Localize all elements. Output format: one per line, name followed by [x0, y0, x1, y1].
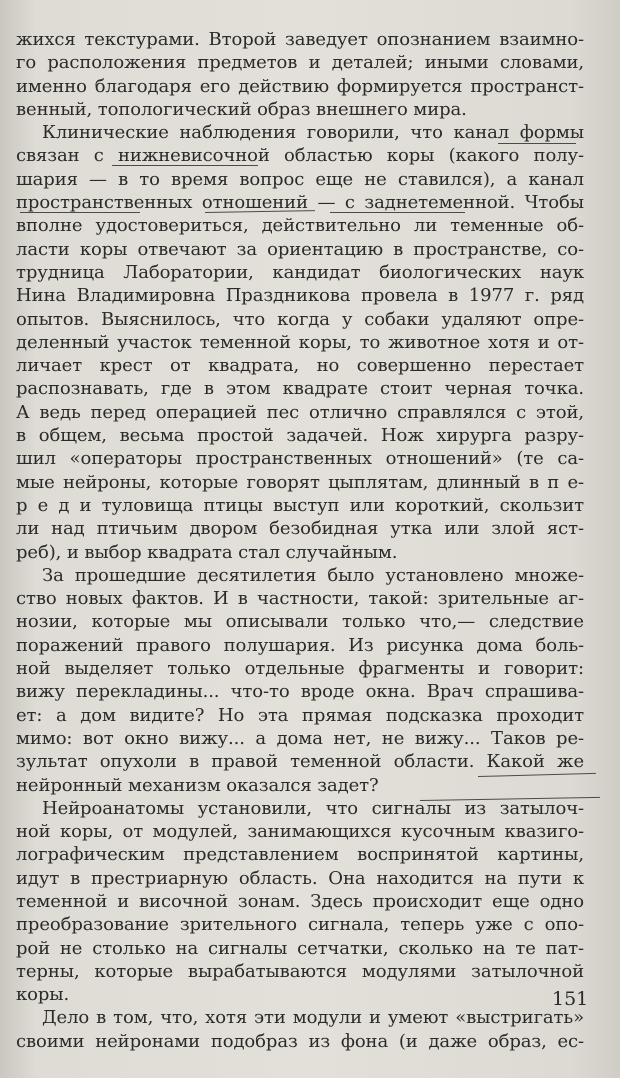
text-line: личает крест от квадрата, но совершенно перестает — [16, 355, 584, 377]
text-line: лографическим представлением воспринятой картины, — [16, 844, 584, 866]
text-line: терны, которые вырабатываются модулями затылочной — [16, 960, 584, 982]
text-line: идут в престриарную область. Она находится на пути к — [16, 867, 584, 889]
text-line: реб), и выбор квадрата стал случайным. — [16, 541, 398, 563]
text-line: жихся текстурами. Второй заведует опознанием взаимно- — [16, 29, 584, 50]
page-number: 151 — [552, 988, 589, 1010]
pencil-underline — [112, 165, 258, 166]
text-line: нозии, которые мы описывали только что,— следствие — [16, 611, 584, 633]
text-line: вижу перекладины... что-то вроде окна. Врач спрашива- — [16, 681, 584, 703]
text-line: А ведь перед операцией пес отлично справлялся с этой, — [16, 401, 584, 423]
text-line: преобразование зрительного сигнала, теперь уже с опо- — [16, 914, 584, 936]
text-line: ной выделяет только отдельные фрагменты и говорит: — [16, 658, 584, 680]
text-line: мимо: вот окно вижу... а дома нет, не вижу... Таков ре- — [16, 727, 584, 749]
text-line: ство новых фактов. И в частности, такой: зрительные аг- — [16, 588, 584, 610]
text-line: мые нейроны, которые говорят цыплятам, длинный в п е- — [16, 471, 584, 493]
pencil-underline — [498, 143, 576, 144]
text-line: рой не столько на сигналы сетчатки, сколько на те пат- — [16, 937, 584, 959]
text-line: связан с нижневисочной областью коры (какого полу- — [16, 145, 584, 167]
text-line: коры. — [16, 984, 70, 1006]
text-line: Нейроанатомы установили, что сигналы из затылоч- — [42, 797, 584, 819]
text-line: Нина Владимировна Праздникова провела в 1977 г. ряд — [16, 285, 584, 307]
text-line: ет: а дом видите? Но эта прямая подсказка проходит — [16, 704, 584, 726]
text-line: вполне удостовериться, действительно ли теменные об- — [16, 215, 584, 237]
text-line: зультат опухоли в правой теменной области. Какой же — [16, 751, 584, 773]
text-line: пространственных отношений — с заднетеменной. Чтобы — [16, 192, 584, 214]
pencil-underline — [330, 212, 465, 213]
text-line: распознавать, где в этом квадрате стоит черная точка. — [16, 378, 584, 400]
text-line: Дело в том, что, хотя эти модули и умеют «выстригать» — [42, 1007, 584, 1029]
text-line: поражений правого полушария. Из рисунка дома боль- — [16, 634, 584, 656]
text-line: шария — в то время вопрос еще не ставился), а канал — [16, 168, 584, 190]
text-line: деленный участок теменной коры, то животное хотя и от- — [16, 331, 584, 353]
text-line: ли над птичьим двором безобидная утка или злой яст- — [16, 518, 584, 540]
text-line: нейронный механизм оказался задет? — [16, 774, 379, 796]
text-line: теменной и височной зонам. Здесь происходит еще одно — [16, 890, 584, 912]
text-line: своими нейронами подобраз из фона (и даже образ, ес- — [16, 1030, 584, 1052]
text-line: в общем, весьма простой задачей. Нож хирурга разру- — [16, 425, 584, 447]
text-line: го расположения предметов и деталей; иными словами, — [16, 52, 584, 74]
text-line: Клинические наблюдения говорили, что канал формы — [42, 122, 584, 144]
text-line: трудница Лаборатории, кандидат биологических наук — [16, 261, 584, 283]
text-line: ной коры, от модулей, занимающихся кусочным квазиго- — [16, 821, 584, 843]
text-line: именно благодаря его действию формируется пространст- — [16, 75, 584, 97]
text-line: венный, топологический образ внешнего мира. — [16, 98, 467, 120]
text-line: ласти коры отвечают за ориентацию в пространстве, со- — [16, 238, 584, 260]
text-line: шил «операторы пространственных отношений» (те са- — [16, 448, 584, 470]
text-line: За прошедшие десятилетия было установлено множе- — [42, 564, 584, 586]
pencil-underline — [20, 212, 140, 213]
text-line: опытов. Выяснилось, что когда у собаки удаляют опре- — [16, 308, 584, 330]
page-body-text — [16, 28, 584, 1053]
text-line: р е д и туловища птицы выступ или короткий, скользит — [16, 494, 584, 516]
